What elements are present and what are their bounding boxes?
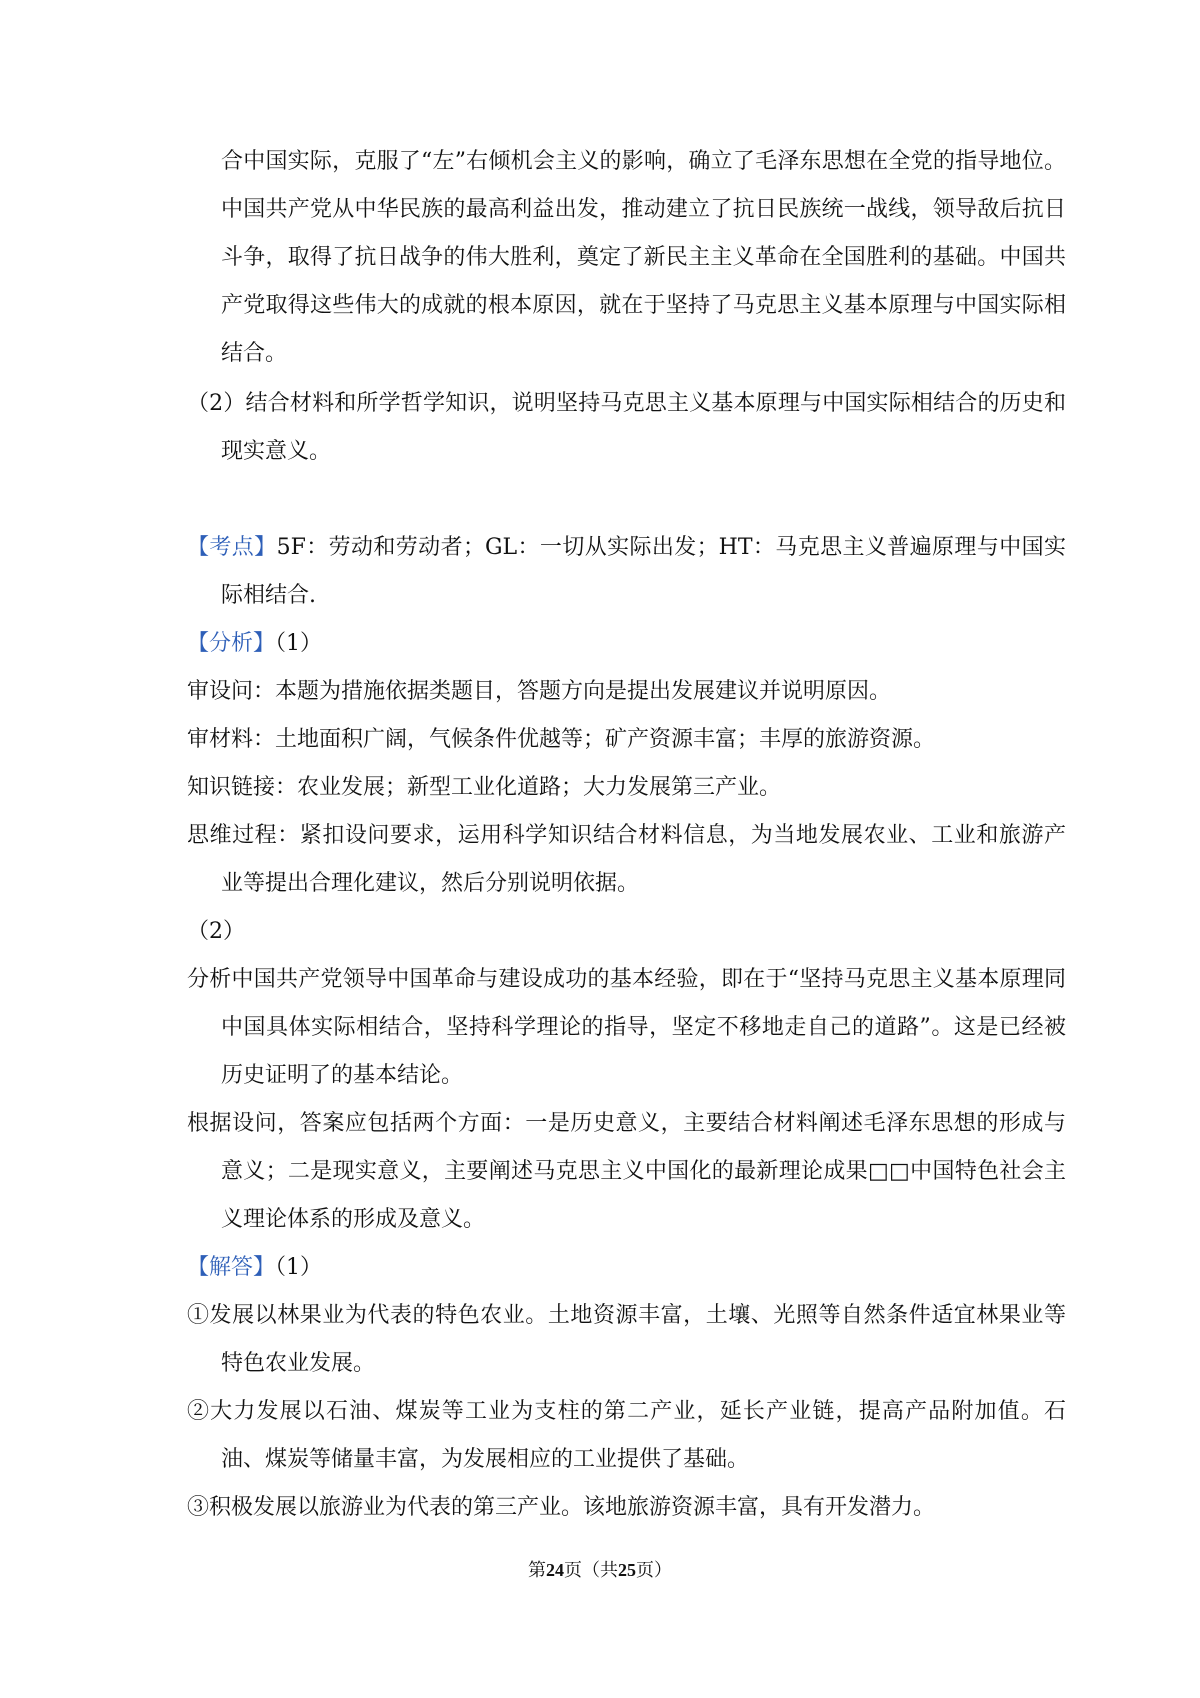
fenxi-part2-line-1: 分析中国共产党领导中国革命与建设成功的基本经验，即在于“坚持马克思主义基本原理同中国具体实际相结合，坚持科学理论的指导，坚定不移地走自己的道路”。这是已经被历史证明了的基本结论。 <box>187 967 1066 1088</box>
kaodian-label: 【考点】 <box>187 535 277 560</box>
jieda-label: 【解答】 <box>187 1255 276 1280</box>
footer-middle: 页（共 <box>564 1560 618 1581</box>
fenxi-part1-number: （1） <box>275 631 323 656</box>
fenxi-part2-line-2: 根据设问，答案应包括两个方面：一是历史意义，主要结合材料阐述毛泽东思想的形成与意义；二是现实意义，主要阐述马克思主义中国化的最新理论成果□□中国特色社会主义理论体系的形成及意义。 <box>187 1111 1066 1232</box>
footer-total-pages: 25 <box>618 1560 636 1580</box>
jieda-heading <box>187 1244 1066 1292</box>
fenxi-heading <box>187 620 1066 668</box>
fenxi-line-4: 思维过程：紧扣设问要求，运用科学知识结合材料信息，为当地发展农业、工业和旅游产业等提出合理化建议，然后分别说明依据。 <box>187 823 1066 896</box>
fenxi-line-2: 审材料：土地面积广阔，气候条件优越等；矿产资源丰富；丰厚的旅游资源。 <box>187 727 936 752</box>
jieda-part1-number: （1） <box>275 1255 323 1280</box>
fenxi-line-1: 审设问：本题为措施依据类题目，答题方向是提出发展建议并说明原因。 <box>187 679 892 704</box>
jieda-item-1: ①发展以林果业为代表的特色农业。土地资源丰富，土壤、光照等自然条件适宜林果业等特色农业发展。 <box>187 1303 1066 1376</box>
question-2: （2）结合材料和所学哲学知识，说明坚持马克思主义基本原理与中国实际相结合的历史和现实意义。 <box>187 391 1066 464</box>
footer-prefix: 第 <box>528 1560 546 1581</box>
kaodian-section <box>187 524 1066 620</box>
kaodian-text: 5F：劳动和劳动者；GL：一切从实际出发；HT：马克思主义普遍原理与中国实际相结合. <box>221 535 1066 608</box>
fenxi-part2-number: （2） <box>187 919 245 944</box>
page-footer <box>0 1558 1200 1583</box>
footer-page-number: 24 <box>546 1560 564 1580</box>
jieda-item-3: ③积极发展以旅游业为代表的第三产业。该地旅游资源丰富，具有开发潜力。 <box>187 1495 936 1520</box>
continued-paragraph: 合中国实际，克服了“左”右倾机会主义的影响，确立了毛泽东思想在全党的指导地位。中国共产党从中华民族的最高利益出发，推动建立了抗日民族统一战线，领导敌后抗日斗争，取得了抗日战争的伟大胜利，奠定了新民主主义革命在全国胜利的基础。中国共产党取得这些伟大的成就的根本原因，就在于坚持了马克思主义基本原理与中国实际相结合。 <box>221 149 1066 366</box>
jieda-item-2: ②大力发展以石油、煤炭等工业为支柱的第二产业，延长产业链，提高产品附加值。石油、煤炭等储量丰富，为发展相应的工业提供了基础。 <box>187 1399 1066 1472</box>
fenxi-label: 【分析】 <box>187 631 276 656</box>
footer-suffix: 页） <box>636 1560 672 1581</box>
fenxi-line-3: 知识链接：农业发展；新型工业化道路；大力发展第三产业。 <box>187 775 782 800</box>
